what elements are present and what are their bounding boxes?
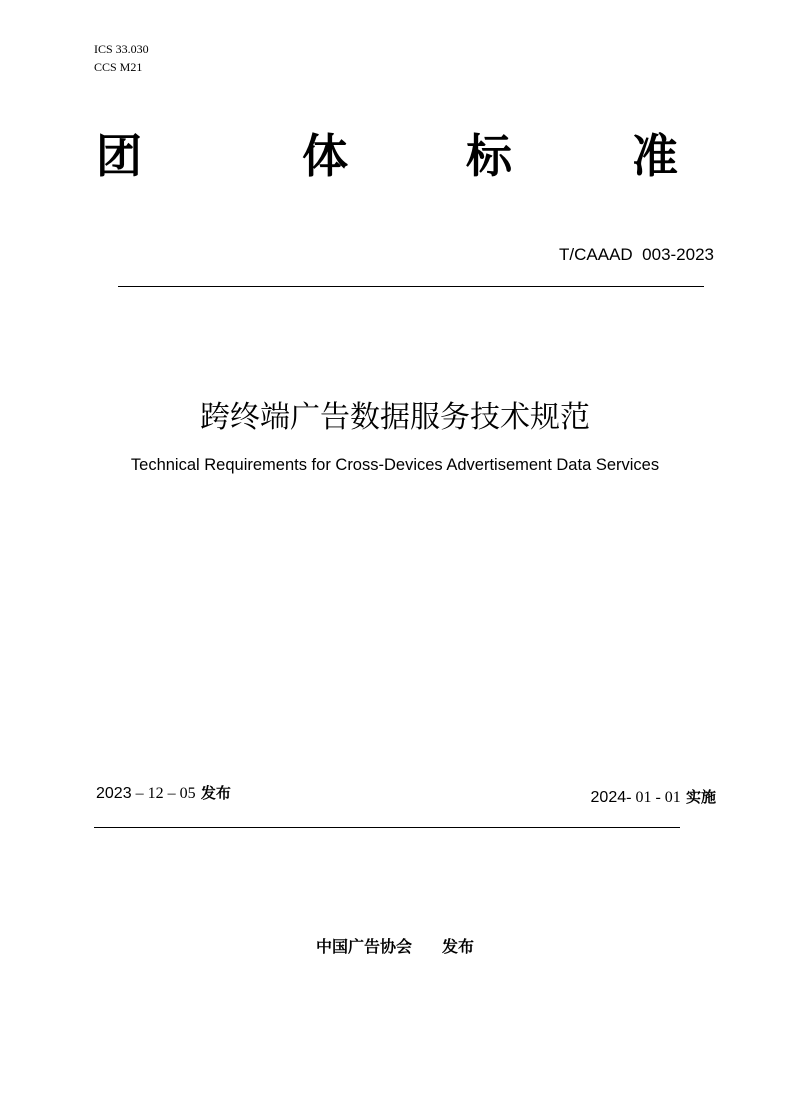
heading-char-2: 体 [302, 129, 348, 183]
implement-date [591, 786, 716, 807]
classification-codes [94, 40, 149, 76]
top-divider [118, 286, 704, 287]
implement-sep-1: - [626, 789, 636, 806]
implement-day: 01 [664, 789, 681, 806]
publish-year: 2023 [96, 785, 132, 802]
publish-month: 12 [147, 785, 164, 802]
heading-char-3: 标 [466, 129, 512, 183]
publish-date [96, 782, 231, 803]
publish-day: 05 [179, 785, 196, 802]
publisher-action: 发布 [442, 937, 475, 956]
ics-code: ICS 33.030 [94, 42, 149, 56]
document-title-english: Technical Requirements for Cross-Devices Advertisement Data Services [130, 456, 660, 474]
ccs-code: CCS M21 [94, 60, 143, 74]
implement-month: 01 [635, 789, 652, 806]
publisher-name: 中国广告协会 [315, 937, 412, 956]
bottom-divider [94, 827, 680, 828]
heading-char-1: 团 [96, 129, 142, 183]
publish-sep-1: – [131, 785, 148, 802]
document-title-chinese: 跨终端广告数据服务技术规范 [200, 400, 590, 435]
implement-sep-2: - [651, 789, 665, 806]
implement-label: 实施 [680, 788, 716, 806]
publish-sep-2: – [163, 785, 180, 802]
heading-char-4: 准 [632, 129, 678, 183]
standard-number: T/CAAAD 003-2023 [559, 245, 714, 264]
publisher-line [0, 934, 790, 957]
publish-label: 发布 [195, 784, 231, 802]
implement-year: 2024 [590, 789, 627, 806]
